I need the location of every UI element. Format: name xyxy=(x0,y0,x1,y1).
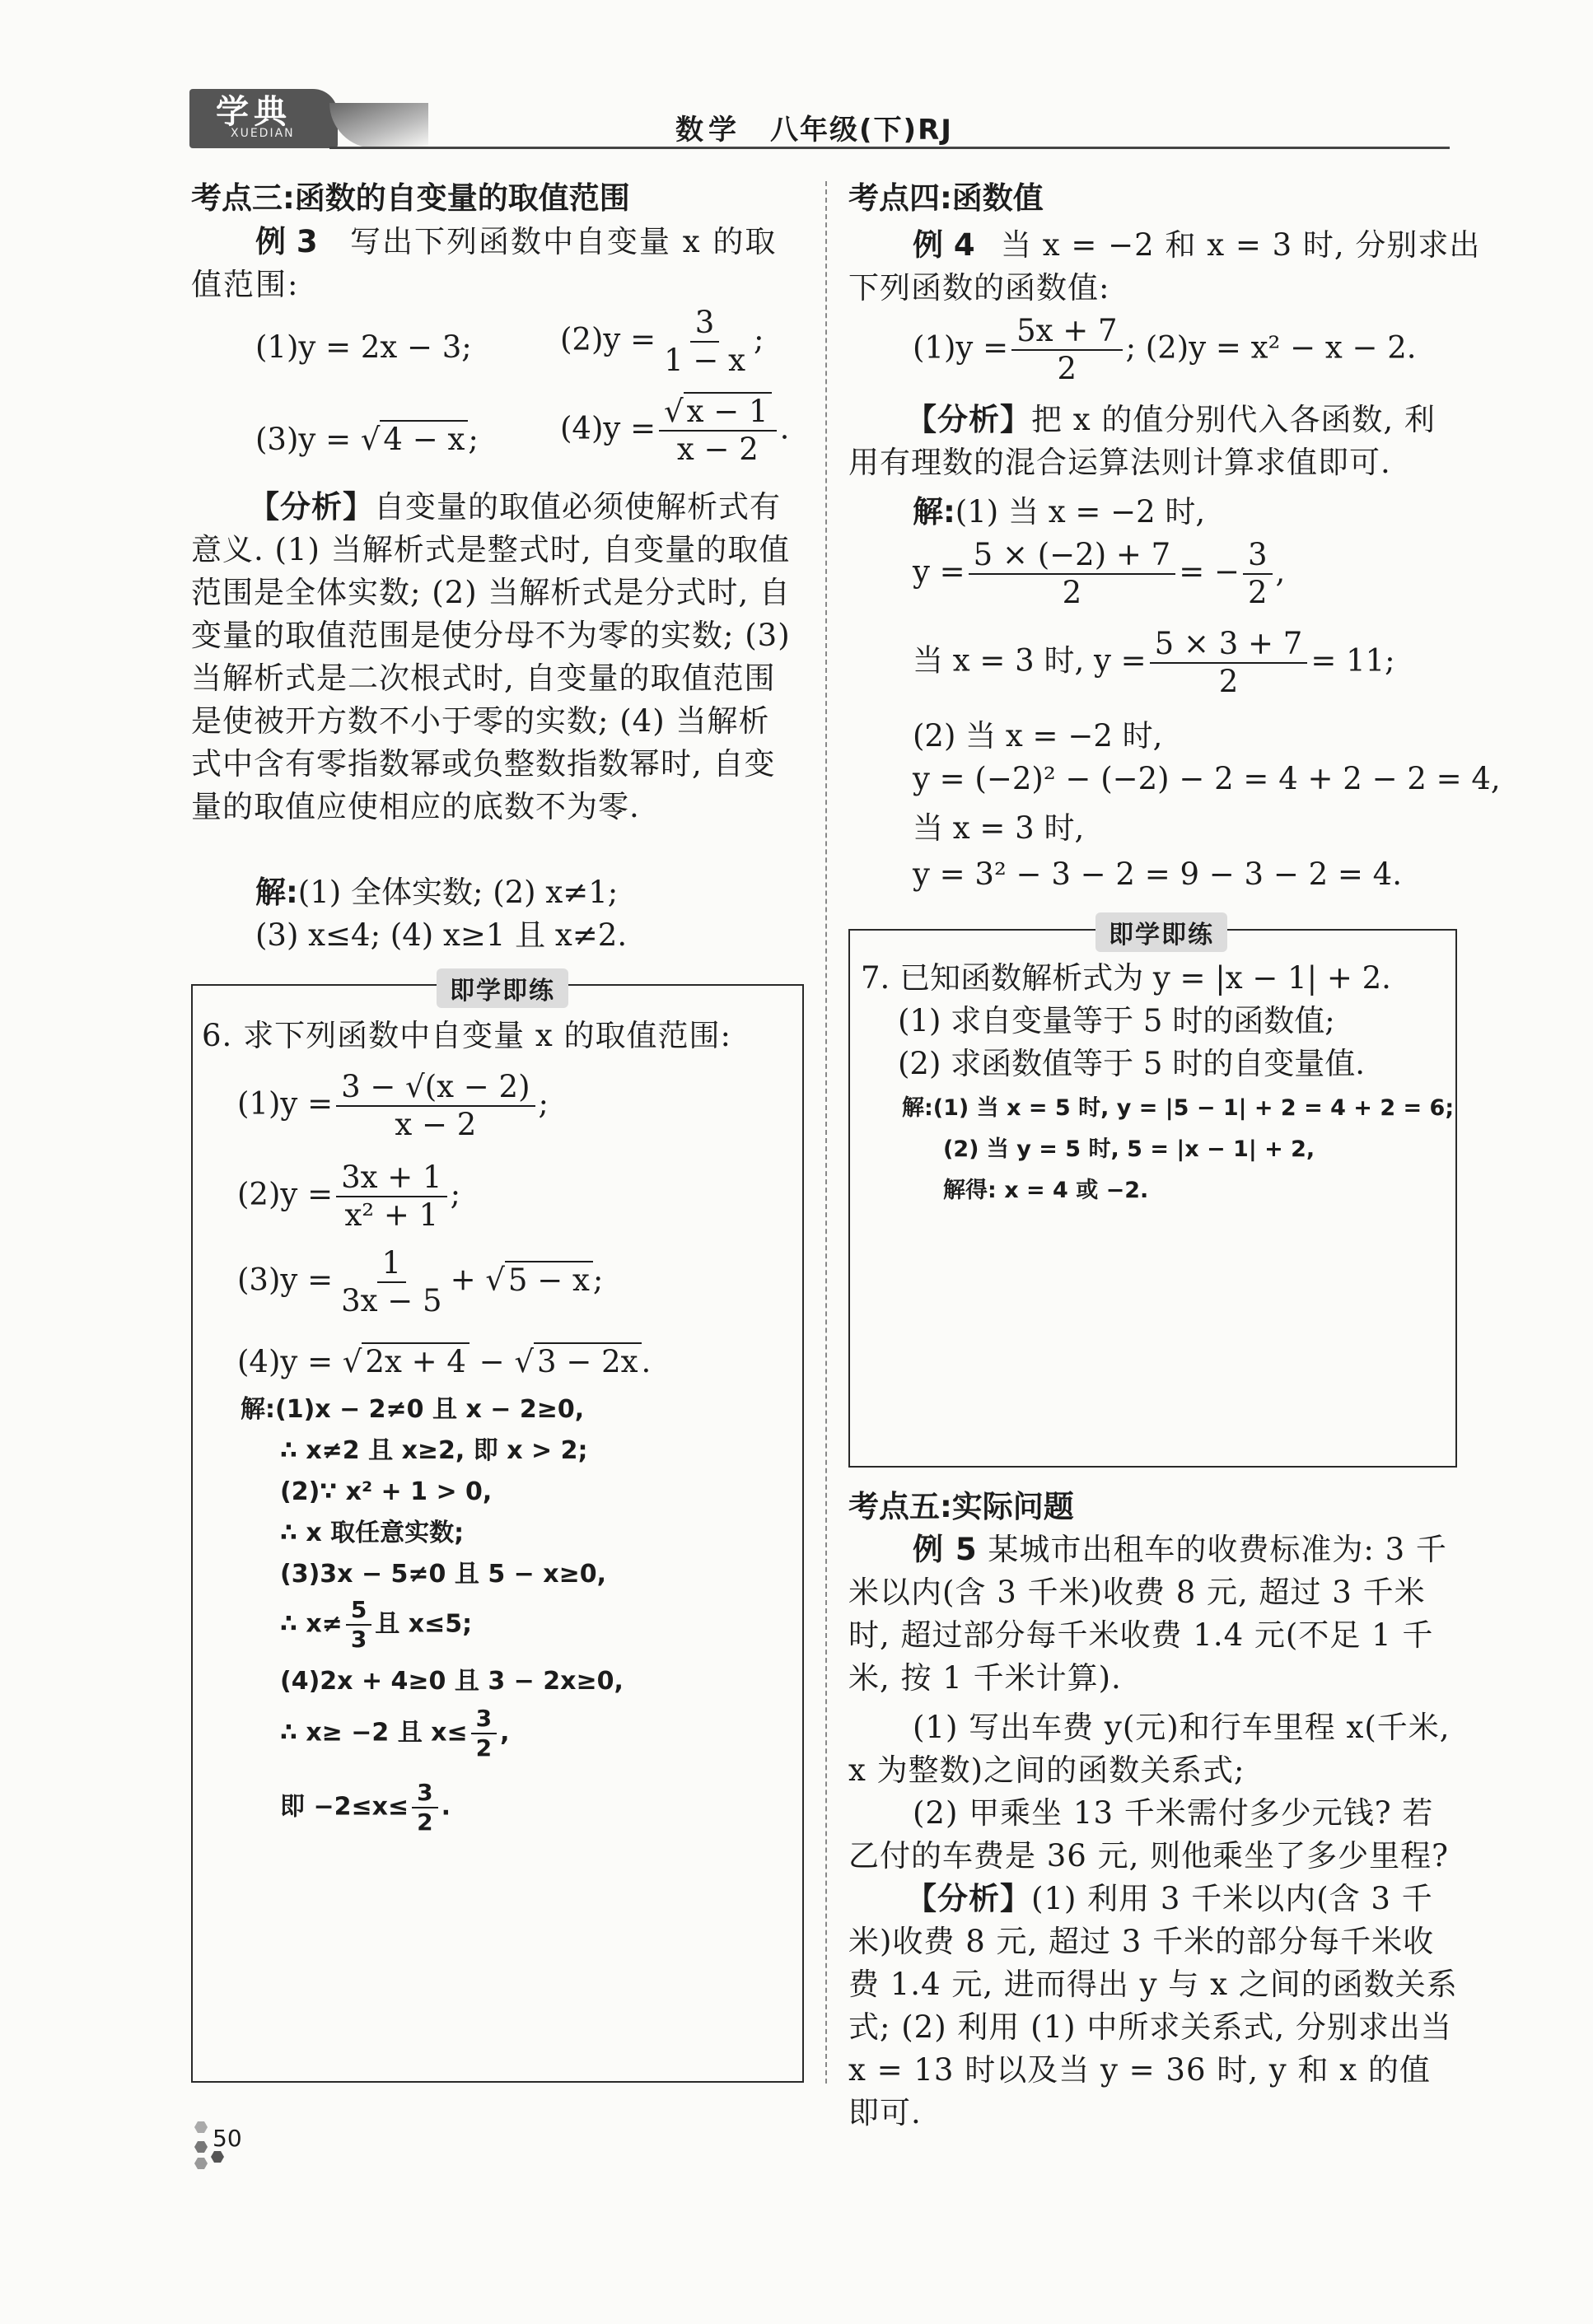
solution-4-line-5: y = (−2)² − (−2) − 2 = 4 + 2 − 2 = 4, xyxy=(913,761,1501,796)
example-4-formulas: (1)y = $\frac{5x + 7}{2}$ ; (2)y = x² − x − 2. xyxy=(913,313,1417,386)
frac-num: 1 xyxy=(377,1245,407,1283)
column-divider xyxy=(825,181,827,2084)
answer-7-line-3: 解得: x = 4 或 −2. xyxy=(943,1178,1149,1203)
example-4-label: 例 4 xyxy=(913,227,975,263)
radicand: 5 − x xyxy=(505,1261,593,1298)
example-5-question-1: (1) 写出车费 y(元)和行车里程 x(千米, x 为整数)之间的函数关系式; xyxy=(848,1710,1451,1788)
frac-den: 3x − 5 xyxy=(341,1283,442,1318)
answer-6-line-7: (4)2x + 4≥0 且 3 − 2x≥0, xyxy=(280,1667,624,1696)
example-4-text-2: 下列函数的函数值: xyxy=(848,270,1110,306)
page-number: 50 xyxy=(213,2125,242,2152)
answer-6-line-9: 即 −2≤x≤ $\frac{3}{2}$ . xyxy=(280,1779,451,1836)
frac-num: 3 xyxy=(690,305,720,343)
answer-6-line-6: ∴ x≠ $\frac{5}{3}$ 且 x≤5; xyxy=(280,1596,473,1653)
answer-6-line-5: (3)3x − 5≠0 且 5 − x≥0, xyxy=(280,1560,606,1589)
example-3-label: 例 3 xyxy=(255,224,318,259)
solution-4-line-2: y = $\frac{5 \times (-2) + 7}{2}$ = − $\frac{3}{2}$ , xyxy=(913,537,1286,610)
header-logo-text: 学典 xyxy=(216,93,292,131)
radicand: x − 1 xyxy=(684,392,772,429)
practice-tag-6: 即学即练 xyxy=(437,968,568,1008)
section-3-title: 考点三:函数的自变量的取值范围 xyxy=(191,180,630,216)
header-rule xyxy=(329,147,1450,149)
question-7-line-1: 7. 已知函数解析式为 y = |x − 1| + 2. xyxy=(861,960,1391,996)
solution-4-line-6: 当 x = 3 时, xyxy=(913,810,1085,846)
example-3-formula-2: (2)y = $\frac{3}{1 - x}$ ; xyxy=(560,305,764,378)
answer-7-line-2: (2) 当 y = 5 时, 5 = |x − 1| + 2, xyxy=(943,1136,1315,1162)
example-3-text-2: 值范围: xyxy=(191,267,300,302)
section-5-title: 考点五:实际问题 xyxy=(848,1489,1074,1524)
answer-6-line-4: ∴ x 取任意实数; xyxy=(280,1519,465,1547)
example-5-question-2: (2) 甲乘坐 13 千米需付多少元钱? 若乙付的车费是 36 元, 则他乘坐了多少里程? xyxy=(848,1795,1449,1874)
question-6-formula-4: (4)y = √ 2x + 4 − √ 3 − 2x . xyxy=(237,1344,652,1379)
radicand: 4 − x xyxy=(380,420,468,457)
frac-den: x − 2 xyxy=(395,1107,477,1142)
example-3-formula-4: (4)y = $\frac{√ x - 1}{x - 2}$ . xyxy=(560,394,790,467)
solution-3-line-2: (3) x≤4; (4) x≥1 且 x≠2. xyxy=(255,917,628,953)
solution-4-line-7: y = 3² − 3 − 2 = 9 − 3 − 2 = 4. xyxy=(913,856,1402,892)
practice-tag-7: 即学即练 xyxy=(1095,912,1227,952)
frac-den: 2 xyxy=(1057,351,1077,386)
answer-6-line-3: (2)∵ x² + 1 > 0, xyxy=(280,1477,493,1506)
answer-7-line-1: 解:(1) 当 x = 5 时, y = |5 − 1| + 2 = 4 + 2 = 6; xyxy=(902,1095,1455,1121)
frac-num: 5x + 7 xyxy=(1011,313,1122,351)
answer-6-line-1: 解:(1)x − 2≠0 且 x − 2≥0, xyxy=(241,1395,585,1424)
analysis-3: 【分析】自变量的取值必须使解析式有意义. (1) 当解析式是整式时, 自变量的取值范围是全体实数; (2) 当解析式是分式时, 自变量的取值范围是使分母不为零的实数; (3) 当解析式是二次根式时, 自变量的取值范围是使被开方数不小于零的实数; (4) 当解析式中含有零指数幂或负整数指数幂时, 自变量的取值应使相应的底数不为零. xyxy=(191,489,791,824)
solution-3-line-1: 解:(1) 全体实数; (2) x≠1; xyxy=(255,875,619,910)
frac-den: x² + 1 xyxy=(344,1197,439,1233)
example-5-text: 例 5 某城市出租车的收费标准为: 3 千米以内(含 3 千米)收费 8 元, 超过 3 千米时, 超过部分每千米收费 1.4 元(不足 1 千米, 按 1 千米计算). xyxy=(848,1532,1447,1696)
frac-den: x − 2 xyxy=(676,432,759,467)
frac-num: 3 − √(x − 2) xyxy=(336,1069,535,1107)
analysis-4: 【分析】把 x 的值分别代入各函数, 利用有理数的混合运算法则计算求值即可. xyxy=(848,402,1436,480)
radicand: 3 − 2x xyxy=(534,1342,641,1379)
header-swoosh xyxy=(329,103,428,148)
example-3-text-1: 写出下列函数中自变量 x 的取 xyxy=(350,224,778,259)
question-6-formula-3: (3)y = $\frac{1}{3x - 5}$ + √ 5 − x ; xyxy=(237,1245,604,1318)
question-7-line-3: (2) 求函数值等于 5 时的自变量值. xyxy=(898,1046,1365,1081)
example-3-formula-3: (3)y = √ 4 − x ; xyxy=(255,422,479,457)
solution-4-line-3: 当 x = 3 时, y = $\frac{5 \times 3 + 7}{2}$ = 11; xyxy=(913,626,1395,699)
radicand: 2x + 4 xyxy=(362,1342,469,1379)
question-7-line-2: (1) 求自变量等于 5 时的函数值; xyxy=(898,1003,1335,1038)
frac-den: 1 − x xyxy=(664,343,746,378)
question-6-formula-2: (2)y = $\frac{3x + 1}{\text{x² + 1}}$ ; xyxy=(237,1160,461,1233)
question-6-title: 6. 求下列函数中自变量 x 的取值范围: xyxy=(202,1018,731,1053)
solution-4-line-1: 解:(1) 当 x = −2 时, xyxy=(913,494,1206,530)
answer-6-line-8: ∴ x≥ −2 且 x≤ $\frac{3}{2}$ , xyxy=(280,1705,510,1762)
example-3-formula-1: (1)y = 2x − 3; xyxy=(255,329,472,365)
answer-6-line-2: ∴ x≠2 且 x≥2, 即 x > 2; xyxy=(280,1436,588,1465)
frac-num: 3x + 1 xyxy=(336,1160,446,1197)
question-6-formula-1: (1)y = $\frac{3 - √(x - 2)}{x - 2}$ ; xyxy=(237,1069,549,1142)
header-subject: 数学 xyxy=(675,114,741,147)
section-4-title: 考点四:函数值 xyxy=(848,180,1044,216)
example-4-text-1: 当 x = −2 和 x = 3 时, 分别求出 xyxy=(1001,227,1481,263)
analysis-5: 【分析】(1) 利用 3 千米以内(含 3 千米)收费 8 元, 超过 3 千米的部分每千米收费 1.4 元, 进而得出 y 与 x 之间的函数关系式; (2) 利用 (1) 中所求关系式, 分别求出当 x = 13 时以及当 y = 36 时, y 和 x 的值即可. xyxy=(848,1881,1458,2130)
header-logo-subtext: XUEDIAN xyxy=(231,127,295,140)
solution-4-line-4: (2) 当 x = −2 时, xyxy=(913,718,1163,754)
header-grade: 八年级(下)RJ xyxy=(770,114,953,147)
